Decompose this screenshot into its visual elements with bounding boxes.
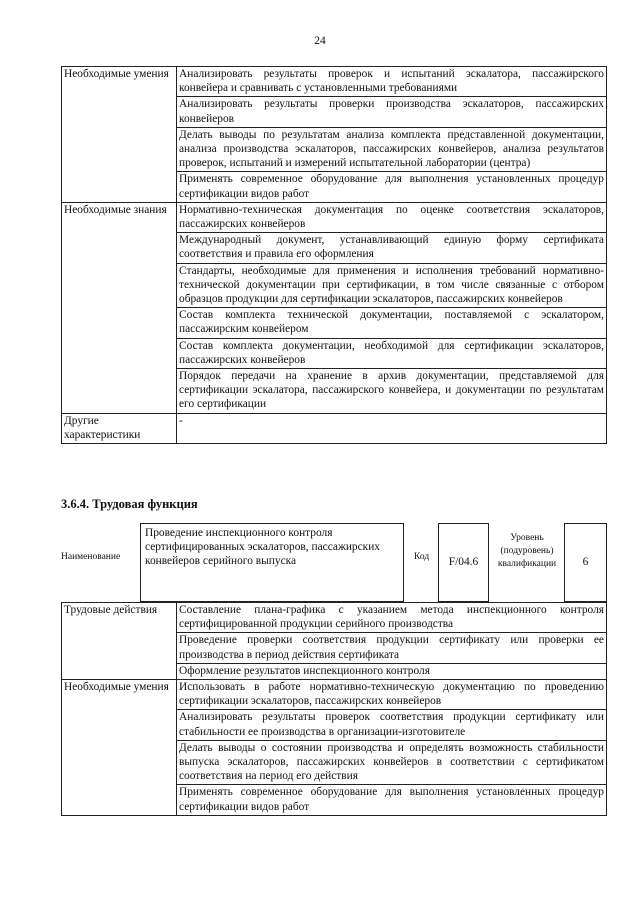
table-row <box>62 680 607 710</box>
code-label: Код <box>414 552 430 562</box>
table-row <box>62 202 607 232</box>
table-cell: Порядок передачи на хранение в архив документации, представляемой для сертификации эскалатора, пассажирского конвейера, и документации по результатам его сертификации <box>177 369 607 414</box>
section-title: 3.6.4. Трудовая функция <box>61 497 198 511</box>
table-cell: Международный документ, устанавливающий единую форму сертификата соответствия и правила его оформления <box>177 233 607 263</box>
table-cell: Составление плана-графика с указанием метода инспекционного контроля сертифицированной продукции серийного производства <box>177 603 607 633</box>
table-row <box>62 603 607 633</box>
table-cell: Применять современное оборудование для выполнения установленных процедур сертификации видов работ <box>177 785 607 815</box>
table-cell: Делать выводы по результатам анализа комплекта представленной документации, анализа производства эскалаторов, пассажирских конвейеров, анализа результатов проверок, испытаний и измерений испытательной лаборатории (центра) <box>177 127 607 172</box>
row-label: Необходимые умения <box>62 680 177 816</box>
level-value: 6 <box>564 523 607 602</box>
table-cell: Проведение проверки соответствия продукции сертификату или проверки ее производства в период действия сертификата <box>177 633 607 663</box>
table-cell: Использовать в работе нормативно-техническую документацию по проведению сертификации эскалаторов, пассажирских конвейеров <box>177 680 607 710</box>
level-label: Уровень (подуровень) квалификации <box>497 533 557 569</box>
function-code: F/04.6 <box>438 523 489 602</box>
table-row <box>62 413 607 443</box>
name-label: Наименование <box>61 552 121 562</box>
table-cell: Применять современное оборудование для выполнения установленных процедур сертификации видов работ <box>177 172 607 202</box>
table-cell: Нормативно-техническая документация по оценке соответствия эскалаторов, пассажирских конвейеров <box>177 202 607 232</box>
requirements-table-2 <box>61 602 607 816</box>
table-cell: Делать выводы о состоянии производства и определять возможность стабильности выпуска эскалаторов, пассажирских конвейеров в соответствии с сертификатом соответствия на период его действия <box>177 740 607 785</box>
table-cell: Оформление результатов инспекционного контроля <box>177 663 607 679</box>
table-cell: - <box>177 413 607 443</box>
table-cell: Анализировать результаты проверки производства эскалаторов, пассажирских конвейеров <box>177 97 607 127</box>
table-cell: Анализировать результаты проверок соответствия продукции сертификату или стабильности ее производства в организации-изготовителе <box>177 710 607 740</box>
row-label: Другие характеристики <box>62 413 177 443</box>
table-row <box>62 67 607 97</box>
row-label: Необходимые умения <box>62 67 177 203</box>
table-cell: Состав комплекта технической документации, поставляемой с эскалатором, пассажирским конвейером <box>177 308 607 338</box>
requirements-table-1 <box>61 66 607 444</box>
row-label: Необходимые знания <box>62 202 177 413</box>
table-cell: Стандарты, необходимые для применения и исполнения требований нормативно-технической документации при сертификации, в том числе связанные с отбором образцов продукции для сертификации эскалаторов, пассажирских конвейеров <box>177 263 607 308</box>
table-cell: Состав комплекта документации, необходимой для сертификации эскалаторов, пассажирских конвейеров <box>177 338 607 368</box>
row-label: Трудовые действия <box>62 603 177 680</box>
page-number: 24 <box>314 35 326 47</box>
table-cell: Анализировать результаты проверок и испытаний эскалатора, пассажирского конвейера и сравнивать с установленными требованиями <box>177 67 607 97</box>
function-name: Проведение инспекционного контроля сертифицированных эскалаторов, пассажирских конвейеров серийного выпуска <box>140 523 404 602</box>
